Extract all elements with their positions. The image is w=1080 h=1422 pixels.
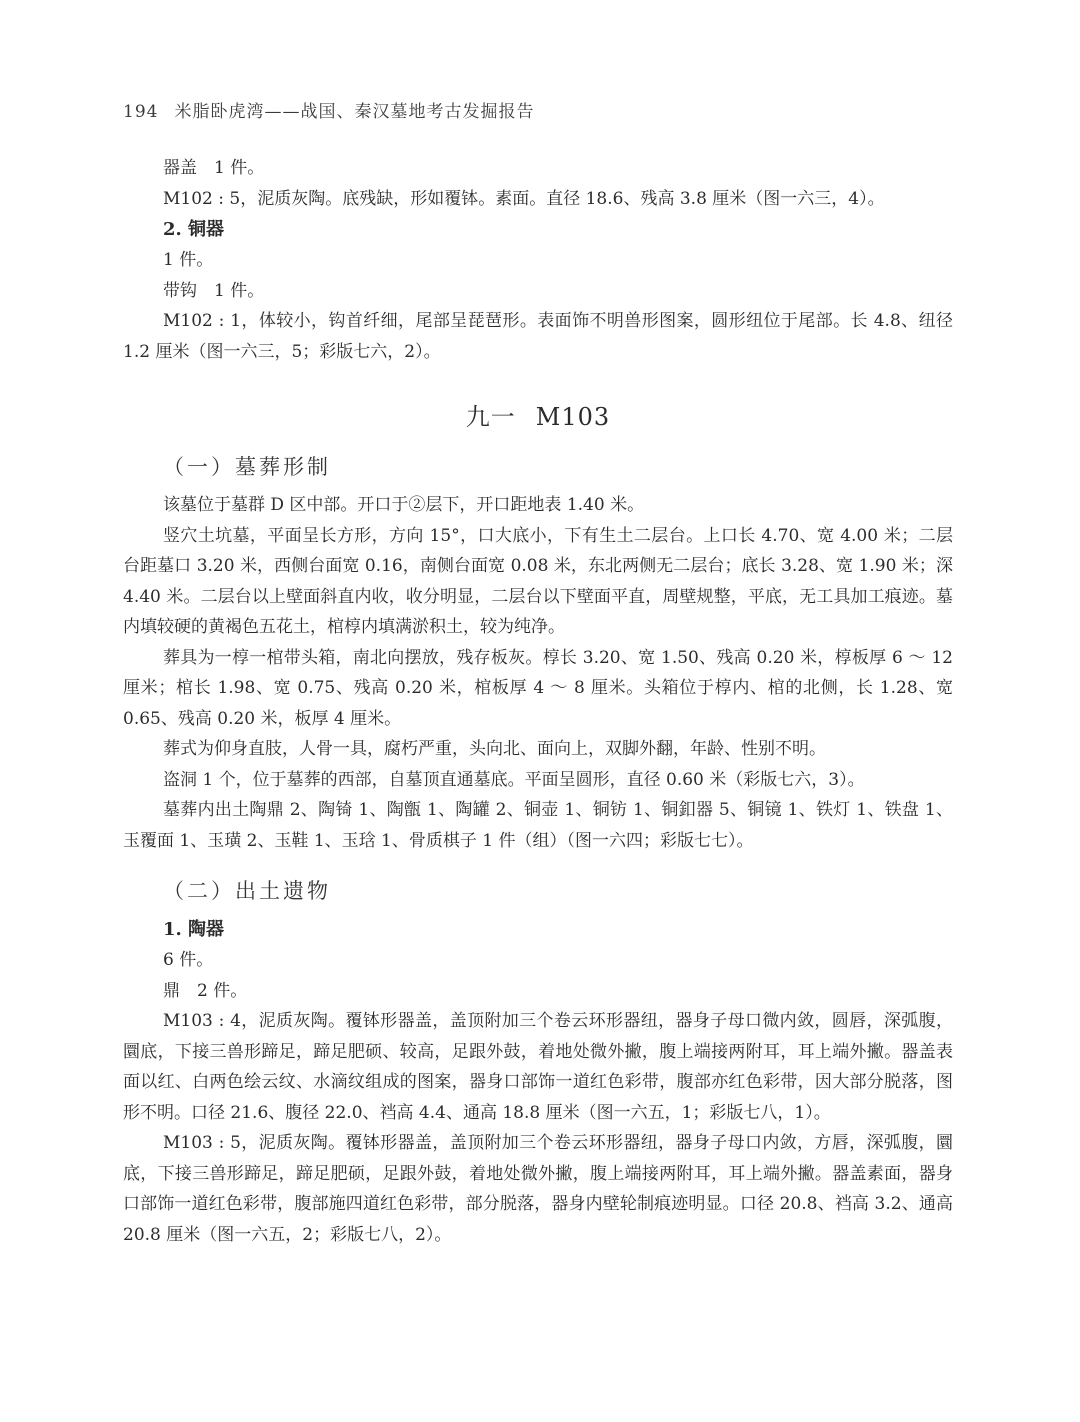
item-line: 6 件。 [163,950,214,970]
section-heading: （一）墓葬形制 [163,455,331,479]
paragraph: 竖穴土坑墓，平面呈长方形，方向 15°，口大底小，下有生土二层台。上口长 4.70、宽 4.00 米；二层台距墓口 3.20 米，西侧台面宽 0.16，南侧台面宽 0.08 米，东北两侧无二层台；底长 3.28、宽 1.90 米；深 4.40 米。二层台以上壁面斜直内收，收分明显，二层台以下壁面平直，周壁规整，平底，无工具加工痕迹。墓内填较硬的黄褐色五花土，棺椁内填满淤积土，较为纯净。 [123,525,953,637]
paragraph: 墓葬内出土陶鼎 2、陶锜 1、陶甑 1、陶罐 2、铜壶 1、铜钫 1、铜釦器 5、铜镜 1、铁灯 1、铁盘 1、玉覆面 1、玉璜 2、玉鞋 1、玉琀 1、骨质棋子 1 件（组）（图一六四；彩版七七）。 [123,800,953,851]
item-line: 鼎 2 件。 [163,980,248,1001]
paragraph: 葬式为仰身直肢，人骨一具，腐朽严重，头向北、面向上，双脚外翻，年龄、性别不明。 [163,739,826,759]
book-title: 米脂卧虎湾——战国、秦汉墓地考古发掘报告 [174,102,535,122]
section-heading: （二）出土遗物 [163,879,331,903]
paragraph: M103 : 4，泥质灰陶。覆钵形器盖，盖顶附加三个卷云环形器纽，器身子母口微内敛，圆唇，深弧腹，圜底，下接三兽形蹄足，蹄足肥硕、较高，足跟外鼓，着地处微外撇，腹上端接两附耳，耳上端外撇。器盖表面以红、白两色绘云纹、水滴纹组成的图案，器身口部饰一道红色彩带，腹部亦红色彩带，因大部分脱落，图形不明。口径 21.6、腹径 22.0、裆高 4.4、通高 18.8 厘米（图一六五，1；彩版七八，1）。 [123,1011,953,1123]
paragraph: 葬具为一椁一棺带头箱，南北向摆放，残存板灰。椁长 3.20、宽 1.50、残高 0.20 米，椁板厚 6 ～ 12 厘米；棺长 1.98、宽 0.75、残高 0.20 米，棺板厚 4 ～ 8 厘米。头箱位于椁内、棺的北侧，长 1.28、宽 0.65、残高 0.20 米，板厚 4 厘米。 [123,647,953,729]
paragraph: M103 : 5，泥质灰陶。覆钵形器盖，盖顶附加三个卷云环形器纽，器身子母口内敛，方唇，深弧腹，圜底，下接三兽形蹄足，蹄足肥硕，足跟外鼓，着地处微外撇，腹上端接两附耳，耳上端外撇。器盖素面，器身口部饰一道红色彩带，腹部施四道红色彩带，部分脱落，器身内壁轮制痕迹明显。口径 20.8、裆高 3.2、通高 20.8 厘米（图一六五，2；彩版七八，2）。 [123,1133,953,1245]
body-text [123,153,953,1250]
running-head [123,97,534,122]
paragraph: M102 : 1，体较小，钩首纤细，尾部呈琵琶形。表面饰不明兽形图案，圆形纽位于尾部。长 4.8、纽径 1.2 厘米（图一六三，5；彩版七六，2）。 [123,311,953,362]
item-line: 带钩 1 件。 [163,280,265,301]
paragraph: M102 : 5，泥质灰陶。底残缺，形如覆钵。素面。直径 18.6、残高 3.8 厘米（图一六三，4）。 [163,188,885,209]
paragraph: 盗洞 1 个，位于墓葬的西部，自墓顶直通墓底。平面呈圆形，直径 0.60 米（彩版七六，3）。 [163,769,865,790]
subsection-heading: 2. 铜器 [163,219,225,240]
item-line: 器盖 1 件。 [163,158,265,178]
chapter-number: 九一 [465,403,516,431]
subsection-heading: 1. 陶器 [163,919,225,940]
item-line: 1 件。 [163,250,214,270]
page-number: 194 [123,102,159,122]
paragraph: 该墓位于墓群 D 区中部。开口于②层下，开口距地表 1.40 米。 [163,495,645,515]
chapter-title: M103 [535,403,611,431]
chapter-heading [123,402,953,432]
